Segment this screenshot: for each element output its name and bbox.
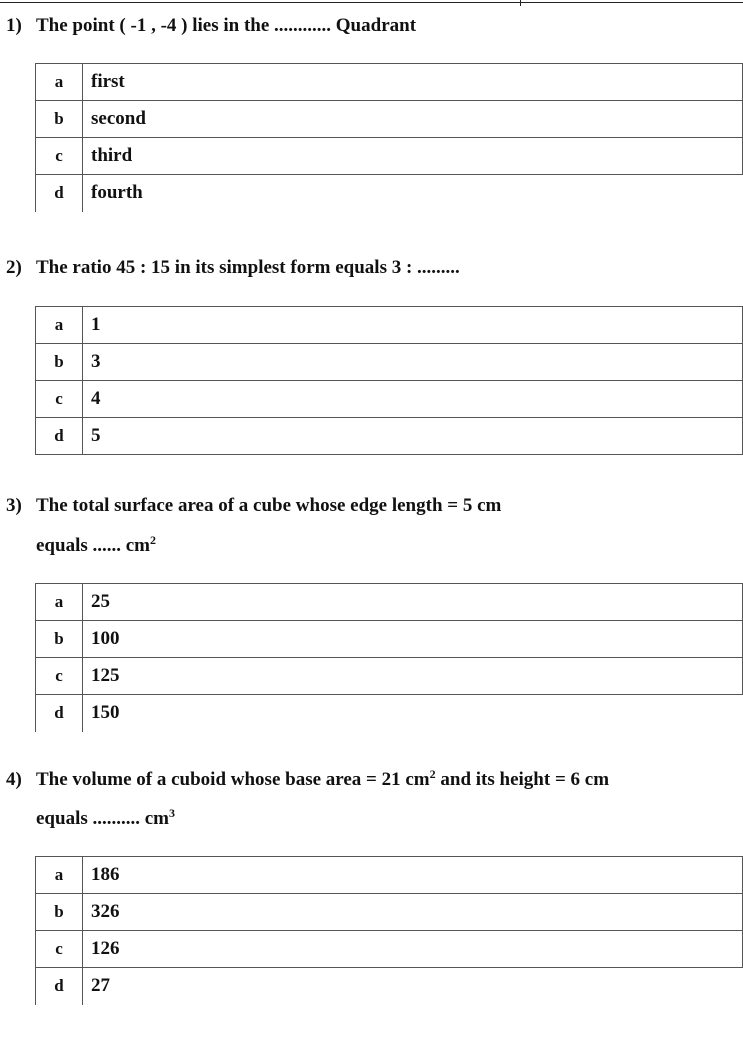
option-text: 3 bbox=[83, 344, 743, 381]
top-rule bbox=[0, 2, 743, 3]
option-letter: c bbox=[36, 931, 83, 968]
option-text: third bbox=[83, 138, 743, 175]
option-text: 126 bbox=[83, 931, 743, 968]
option-letter: b bbox=[36, 344, 83, 381]
question-2 bbox=[6, 257, 460, 279]
option-row[interactable] bbox=[36, 658, 743, 695]
option-row[interactable] bbox=[36, 138, 743, 175]
option-letter: d bbox=[36, 175, 83, 212]
option-row[interactable] bbox=[36, 931, 743, 968]
option-letter: d bbox=[36, 695, 83, 732]
option-text: 150 bbox=[83, 695, 743, 732]
top-rule-tick bbox=[520, 0, 521, 6]
question-text-part1: The volume of a cuboid whose base area = 21 cm bbox=[36, 769, 430, 790]
question-3-continuation bbox=[36, 535, 156, 557]
option-row[interactable] bbox=[36, 968, 743, 1005]
options-table-q3 bbox=[35, 583, 743, 732]
superscript: 3 bbox=[169, 806, 175, 820]
option-row[interactable] bbox=[36, 584, 743, 621]
option-letter: c bbox=[36, 658, 83, 695]
option-letter: d bbox=[36, 968, 83, 1005]
option-text: 4 bbox=[83, 381, 743, 418]
question-3 bbox=[6, 495, 501, 517]
option-letter: b bbox=[36, 894, 83, 931]
option-row[interactable] bbox=[36, 64, 743, 101]
question-text: The point ( -1 , -4 ) lies in the ............ Quadrant bbox=[36, 15, 417, 36]
option-row[interactable] bbox=[36, 857, 743, 894]
question-number: 3) bbox=[6, 495, 22, 516]
continuation-text: equals .......... cm bbox=[36, 808, 169, 829]
question-number: 2) bbox=[6, 257, 22, 278]
option-row[interactable] bbox=[36, 381, 743, 418]
option-row[interactable] bbox=[36, 101, 743, 138]
option-text: 5 bbox=[83, 418, 743, 455]
option-row[interactable] bbox=[36, 307, 743, 344]
option-text: second bbox=[83, 101, 743, 138]
continuation-text: equals ...... cm bbox=[36, 535, 150, 556]
question-text-part2: and its height = 6 cm bbox=[435, 769, 610, 790]
superscript: 2 bbox=[150, 533, 156, 547]
question-text: The ratio 45 : 15 in its simplest form equals 3 : ......... bbox=[36, 257, 460, 278]
option-text: 186 bbox=[83, 857, 743, 894]
option-row[interactable] bbox=[36, 418, 743, 455]
option-letter: c bbox=[36, 138, 83, 175]
option-letter: a bbox=[36, 307, 83, 344]
option-letter: c bbox=[36, 381, 83, 418]
options-table-q1 bbox=[35, 63, 743, 212]
question-number: 4) bbox=[6, 769, 22, 790]
option-row[interactable] bbox=[36, 621, 743, 658]
option-text: 25 bbox=[83, 584, 743, 621]
option-text: 1 bbox=[83, 307, 743, 344]
option-text: 100 bbox=[83, 621, 743, 658]
option-letter: b bbox=[36, 621, 83, 658]
option-row[interactable] bbox=[36, 175, 743, 212]
option-text: first bbox=[83, 64, 743, 101]
question-text: The total surface area of a cube whose edge length = 5 cm bbox=[36, 495, 502, 516]
option-letter: a bbox=[36, 857, 83, 894]
option-letter: a bbox=[36, 584, 83, 621]
question-4 bbox=[6, 769, 609, 791]
option-letter: b bbox=[36, 101, 83, 138]
question-number: 1) bbox=[6, 15, 22, 36]
option-letter: d bbox=[36, 418, 83, 455]
options-table-q2 bbox=[35, 306, 743, 455]
option-letter: a bbox=[36, 64, 83, 101]
option-text: 326 bbox=[83, 894, 743, 931]
options-table-q4 bbox=[35, 856, 743, 1005]
option-text: fourth bbox=[83, 175, 743, 212]
superscript: 2 bbox=[429, 767, 436, 781]
question-1 bbox=[6, 15, 416, 37]
option-row[interactable] bbox=[36, 894, 743, 931]
option-row[interactable] bbox=[36, 344, 743, 381]
option-text: 125 bbox=[83, 658, 743, 695]
option-text: 27 bbox=[83, 968, 743, 1005]
question-4-continuation bbox=[36, 808, 175, 830]
option-row[interactable] bbox=[36, 695, 743, 732]
